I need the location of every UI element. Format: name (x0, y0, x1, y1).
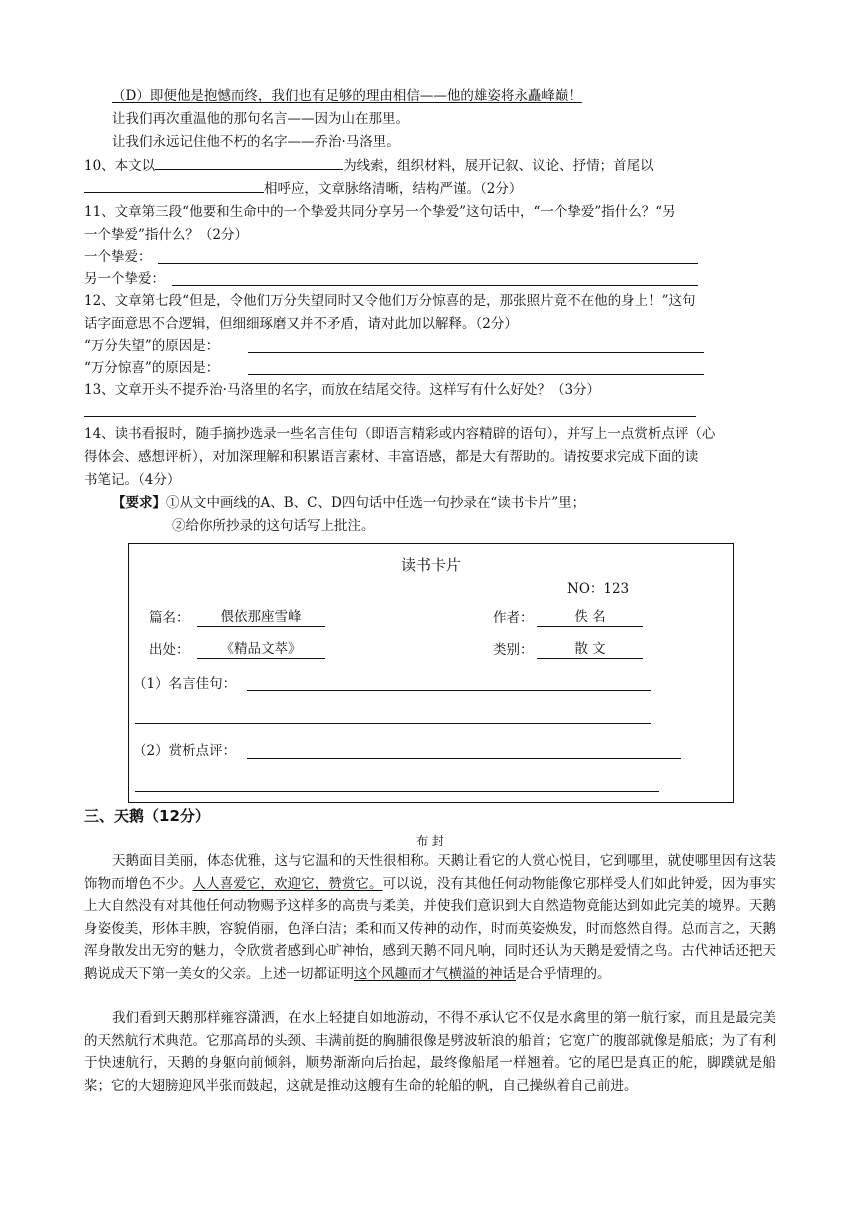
card-title: 读书卡片 (400, 556, 461, 574)
p1-text-b: 可以说，没有其他任何动物能像它那样受人们如此钟爱，因为事实上大自然没有对其他任何动物赐予这样多的高贵与柔美，并使我们意识到大自然造物竟能达到如此完美的境界。天鹅身姿俊美，形体丰腴，容貌俏丽，色泽白洁；柔和而又传神的动作，时而英姿焕发，时而悠然自得。总而言之，天鹅浑身散发出无穷的魅力，令欣赏者感到心旷神怡，感到天鹅不同凡响，同时还认为天鹅是爱情之鸟。古代神话还把天鹅说成天下第一美女的父亲。上述一切都证明 (84, 875, 777, 982)
p1-text-a: 天鹅面目美丽，体态优雅，这与它温和的天性很相称。天鹅让看它的人赏心悦目，它到哪里，就使哪里因有这装饰物而增色不少。 (84, 853, 776, 892)
q11-label-b: 另一个挚爱： (84, 271, 165, 287)
card-quote-line-2[interactable] (135, 723, 651, 724)
question-14-line2: 得体会、感想评析），对加深理解和积累语言素材、丰富语感，都是大有帮助的。请按要求完成下面的读 (84, 449, 699, 465)
question-12-line1: 12、文章第七段“但是，令他们万分失望同时又令他们万分惊喜的是，那张照片竟不在他的身上！”这句 (84, 293, 696, 309)
card-number: NO：123 (567, 581, 630, 597)
card-piece-value: 偎依那座雪峰 (197, 609, 325, 627)
card-genre-label: 类别： (493, 642, 534, 658)
card-piece-label: 篇名： (149, 610, 190, 626)
question-12-line2: 话字面意思不合逻辑，但细细琢磨又并不矛盾，请对此加以解释。（2分） (84, 316, 518, 332)
question-14-line3: 书笔记。（4分） (84, 472, 181, 488)
question-10 (84, 156, 654, 175)
underlined-phrase: 这个风趣而才气横溢的神话 (354, 965, 516, 982)
q10-text-a: 10、本文以 (84, 158, 156, 174)
card-source-value: 《精品文萃》 (197, 641, 325, 659)
card-genre-value: 散 文 (537, 641, 643, 659)
q11-answer-line-b[interactable] (172, 285, 698, 286)
p1-text-c: 是合乎情理的。 (516, 965, 611, 982)
card-comment-line-2[interactable] (135, 791, 659, 792)
card-author-label: 作者： (493, 610, 534, 626)
essay-paragraph-2: 我们看到天鹅那样雍容潇洒，在水上轻捷自如地游动，不得不承认它不仅是水禽里的第一航行家，而且是最完美的天然航行术典范。它那高昂的头颈、丰满前挺的胸脯很像是劈波斩浪的船首；它宽广的腹部就像是船底；为了有利于快速航行，天鹅的身躯向前倾斜，顺势渐渐向后抬起，最终像船尾一样翘着。它的尾巴是真正的舵，脚蹼就是船桨；它的大翅膀迎风半张而鼓起，这就是推动这艘有生命的轮船的帆，自己操纵着自己前进。 (84, 1010, 776, 1094)
section-3-heading: 三、天鹅（12分） (84, 807, 210, 825)
question-11-line2: 一个挚爱”指什么？（2分） (84, 227, 248, 243)
q12-label-a: “万分失望”的原因是： (84, 338, 220, 354)
q12-answer-line-b[interactable] (248, 374, 704, 375)
requirement-2: ②给你所抄录的这句话写上批注。 (172, 518, 375, 534)
question-11-line1: 11、文章第三段“他要和生命中的一个挚爱共同分享另一个挚爱”这句话中，“一个挚爱”指什么？“另 (84, 204, 676, 220)
quote-line: 让我们再次重温他的那句名言——因为山在那里。 (112, 111, 409, 127)
q11-answer-line-a[interactable] (158, 263, 698, 264)
q13-answer-line[interactable] (84, 416, 696, 417)
q10-blank-echo[interactable] (84, 179, 264, 193)
question-10-cont (84, 179, 522, 198)
q10-text-b: 为线索，组织材料，展开记叙、议论、抒情；首尾以 (343, 158, 654, 174)
card-quote-line-1[interactable] (247, 690, 651, 691)
card-author-value: 佚 名 (537, 609, 643, 627)
q12-label-b: “万分惊喜”的原因是： (84, 360, 220, 376)
requirement-1 (112, 494, 585, 512)
question-13: 13、文章开头不提乔治·马洛里的名字，而放在结尾交待。这样写有什么好处？（3分） (84, 382, 601, 398)
question-14-line1: 14、读书看报时，随手摘抄选录一些名言佳句（即语言精彩或内容精辟的语句），并写上一点赏析点评（心 (84, 426, 716, 442)
card-comment-line-1[interactable] (247, 758, 681, 759)
essay-author: 布 封 (416, 834, 444, 848)
q11-label-a: 一个挚爱： (84, 249, 152, 265)
underlined-sentence-d: （D）即便他是抱憾而终，我们也有足够的理由相信——他的雄姿将永矗峰巅！ (112, 88, 582, 104)
reading-card (128, 543, 734, 803)
q10-text-c: 相呼应，文章脉络清晰，结构严谨。（2分） (264, 181, 523, 197)
essay-paragraph-1 (84, 850, 776, 985)
requirement-label: 【要求】 (112, 495, 166, 511)
card-comment-label: （2）赏析点评： (133, 743, 237, 759)
name-line: 让我们永远记住他不朽的名字——乔治·马洛里。 (112, 134, 400, 150)
requirement-1-text: ①从文中画线的A、B、C、D四句话中任选一句抄录在“读书卡片”里； (166, 495, 586, 511)
underlined-sentence: 人人喜爱它，欢迎它，赞赏它。 (192, 875, 383, 892)
card-source-label: 出处： (149, 642, 190, 658)
card-quote-label: （1）名言佳句： (133, 676, 237, 692)
q10-blank-clue[interactable] (155, 156, 343, 170)
q12-answer-line-a[interactable] (248, 352, 704, 353)
